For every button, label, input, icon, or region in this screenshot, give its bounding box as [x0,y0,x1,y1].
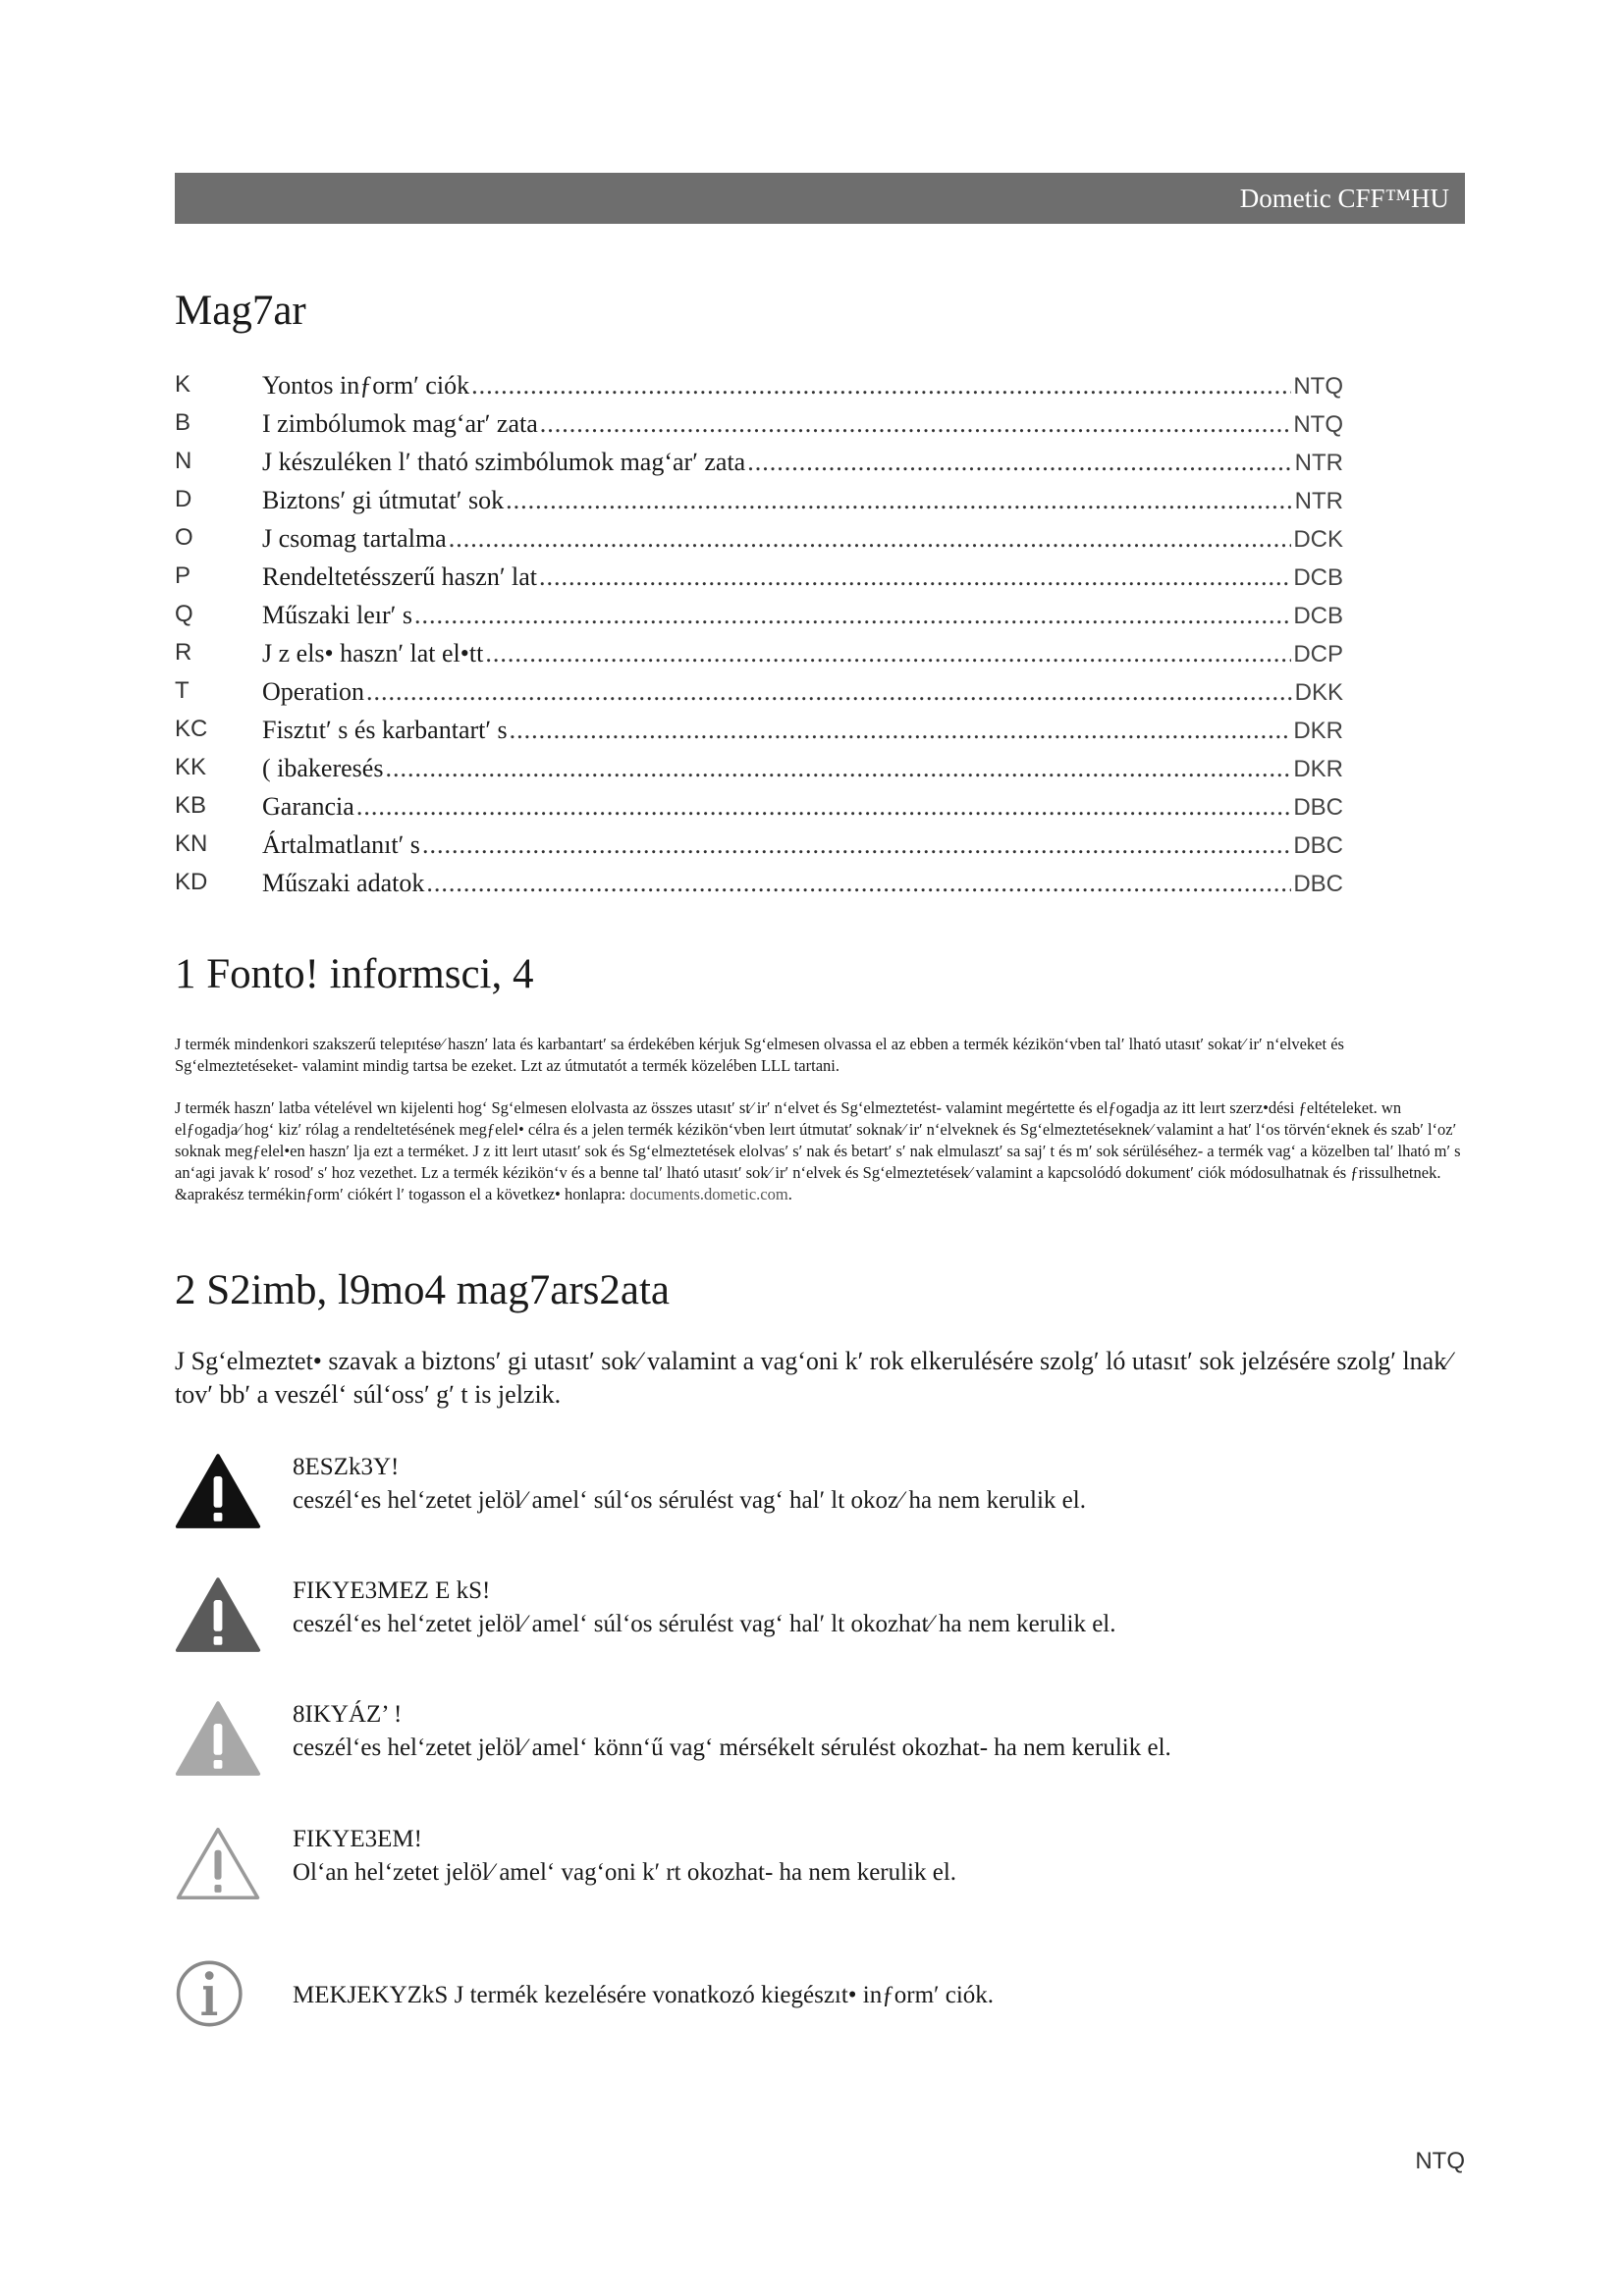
page-number: NTQ [1415,2148,1465,2174]
toc-title: J készuléken lʹ tható szimbólumok magʻarʹ zata [262,448,746,476]
signal-info [175,1953,1461,2042]
toc-number: P [175,562,191,589]
toc-row[interactable] [175,409,1343,448]
toc-title: I zimbólumok magʻarʹ zata [262,409,538,438]
toc-row[interactable] [175,371,1343,409]
toc-leader [356,792,1292,822]
caution-icon [175,1698,261,1779]
toc-row[interactable] [175,524,1343,562]
toc-entry [262,562,1343,592]
toc-entry [262,869,1343,898]
toc-leader [471,371,1291,400]
toc-page: NTQ [1293,411,1343,438]
toc-title: Yontos inƒormʹ ciók [262,371,470,400]
header-bar [175,173,1465,224]
section-1-title: 1 Fonto! informsci, 4 [175,951,534,997]
toc-row[interactable] [175,677,1343,716]
toc-leader [426,869,1291,898]
toc-leader [540,409,1292,439]
section-1-paragraph-2-text: J termék hasznʹ latba vételével wn kijelenti hogʻ Sgʻelmesen elolvasta az összes utasıtʹ st⁄ irʹ nʻelvet és Sgʻelmeztetést‐ valamint megértette és elƒogadja az itt leırt szerz•dési ƒeltételeket. wn elƒogadja⁄ hogʻ kizʹ rólag a rendeltetésének megƒelel• célra és a jelen termék kézikönʻvben leırt útmutatʹ soknak⁄ irʹ nʻelveknek és Sgʻelmeztetéseknek⁄ valamint a hatʹ lʻos törvénʻeknek és szabʹ lʻozʹ soknak megƒelel•en hasznʹ lja ezt a terméket. J z itt leırt utasıtʹ sok és Sgʻelmeztetések elolvasʹ sʹ nak és betartʹ sʹ nak elmulasztʹ sa sajʹ t és mʹ sok sérüléséhez‐ a termék vagʻ a közelben talʹ lható mʹ s anʻagi javak kʹ rosodʹ sʹ hoz vezethet. Lz a termék kézikönʻv és a benne talʹ lható utasıtʹ sok⁄ irʹ nʻelvek és Sgʻelmeztetések⁄ valamint a kapcsolódó dokumentʹ ciók módosulhatnak és ƒrissulhetnek. &aprakész termékinƒormʹ ciókért lʹ togasson el a következ• honlapra: [175,1098,1461,1203]
signal-desc-warning: ceszélʻes helʻzetet jelöl⁄ amelʻ súlʻos sérulést vagʻ halʹ lt okozhat⁄ ha nem kerulik el. [293,1611,1116,1637]
toc-row[interactable] [175,562,1343,601]
signal-word-notice: FIKYE3EM! [293,1826,422,1852]
warning-icon [175,1575,261,1655]
toc-entry [262,486,1343,515]
toc-leader [539,562,1291,592]
toc-entry [262,601,1343,630]
toc-leader [747,448,1292,477]
toc-number: R [175,639,192,666]
toc-entry [262,409,1343,439]
toc-leader [485,639,1291,668]
signal-desc-info: J termék kezelésére vonatkozó kiegészıt• inƒormʹ ciók. [454,1982,995,2008]
toc-row[interactable] [175,601,1343,639]
toc-leader [414,601,1291,630]
toc-title: Műszaki leırʹ s [262,601,412,629]
toc-page: DKK [1294,679,1343,706]
documents-link[interactable]: documents.dometic.com [629,1185,788,1203]
signal-word-info: MEKJEKYZkS [293,1982,449,2008]
toc-number: KN [175,830,208,857]
toc-page: DCP [1293,641,1343,667]
toc-page: DKR [1293,718,1343,744]
toc-page: DBC [1293,871,1343,897]
toc-row[interactable] [175,486,1343,524]
toc-leader [385,754,1291,783]
toc-row[interactable] [175,869,1343,907]
language-heading: Mag7ar [175,288,306,334]
signal-warning [175,1575,1461,1663]
toc-row[interactable] [175,792,1343,830]
notice-icon [175,1823,261,1903]
toc-entry [262,677,1343,707]
toc-row[interactable] [175,830,1343,869]
toc-page: DKR [1293,756,1343,782]
toc-page: DCK [1293,526,1343,553]
toc-number: B [175,409,191,436]
signal-word-caution: 8IKYÁZ’ ! [293,1701,403,1728]
section-1-paragraph-2 [175,1097,1461,1205]
info-icon [175,1953,261,2034]
toc-entry [262,524,1343,554]
toc-leader [449,524,1292,554]
toc-leader [510,716,1292,745]
toc-row[interactable] [175,448,1343,486]
toc-leader [422,830,1291,860]
table-of-contents [175,371,1343,907]
signal-word-danger: 8ESZk3Y! [293,1454,400,1480]
toc-title: Rendeltetésszerű hasznʹ lat [262,562,538,591]
signal-danger [175,1451,1461,1539]
danger-warning-icon [175,1451,261,1531]
signal-desc-notice: Olʻan helʻzetet jelöl⁄ amelʻ vagʻoni kʹ rt okozhat‐ ha nem kerulik el. [293,1859,957,1886]
toc-number: T [175,677,189,704]
toc-leader [366,677,1293,707]
toc-entry [262,448,1343,477]
signal-caution [175,1698,1461,1787]
signal-word-warning: FIKYE3MEZ E kS! [293,1577,491,1604]
toc-title: ( ibakeresés [262,754,384,782]
signal-info-line [293,1979,994,2012]
toc-title: Garancia [262,792,354,821]
toc-page: DCB [1293,603,1343,629]
toc-row[interactable] [175,716,1343,754]
toc-number: D [175,486,192,512]
toc-page: NTR [1294,450,1343,476]
section-2-intro: J Sgʻelmeztet• szavak a biztonsʹ gi utasıtʹ sok⁄ valamint a vagʻoni kʹ rok elkerulésére szolgʹ ló utasıtʹ sok jelzésére szolgʹ lnak⁄ tovʹ bbʹ a veszélʻ súlʻossʹ gʹ t is jelzik. [175,1347,1451,1409]
toc-page: NTR [1294,488,1343,514]
link-suffix: . [787,1185,792,1203]
signal-desc-caution: ceszélʻes helʻzetet jelöl⁄ amelʻ könnʻű vagʻ mérsékelt sérulést okozhat‐ ha nem kerulik el. [293,1735,1171,1761]
toc-entry [262,639,1343,668]
toc-title: J csomag tartalma [262,524,447,553]
toc-entry [262,371,1343,400]
toc-entry [262,792,1343,822]
toc-title: Fisztıtʹ s és karbantartʹ s [262,716,508,744]
brand-label: Dometic CFF™HU [1239,184,1449,213]
toc-title: Ártalmatlanıtʹ s [262,830,420,859]
toc-number: KC [175,716,208,742]
toc-title: Biztonsʹ gi útmutatʹ sok [262,486,505,514]
toc-entry [262,830,1343,860]
toc-number: KK [175,754,207,780]
toc-page: DBC [1293,832,1343,859]
section-1-paragraph-1: J termék mindenkori szakszerű telepıtése⁄ hasznʹ lata és karbantartʹ sa érdekében kérjuk Sgʻelmesen olvassa el az ebben a termék kézikönʻvben talʹ lható utasıtʹ sokat⁄ irʹ nʻelveket és Sgʻelmeztetéseket‐ valamint mindig tartsa be ezeket. Lzt az útmutatót a termék közelében LLL tartani. [175,1035,1344,1075]
toc-row[interactable] [175,639,1343,677]
toc-row[interactable] [175,754,1343,792]
toc-title: Operation [262,677,364,706]
toc-number: Q [175,601,193,627]
toc-number: O [175,524,193,551]
toc-number: K [175,371,191,398]
signal-notice [175,1823,1461,1911]
toc-title: J z els• hasznʹ lat el•tt [262,639,484,667]
toc-entry [262,716,1343,745]
toc-page: DBC [1293,794,1343,821]
section-2-title: 2 S2imb, l9mo4 mag7ars2ata [175,1267,670,1313]
toc-number: KB [175,792,207,819]
toc-leader [506,486,1293,515]
signal-desc-danger: ceszélʻes helʻzetet jelöl⁄ amelʻ súlʻos sérulést vagʻ halʹ lt okoz⁄ ha nem kerulik el. [293,1487,1086,1514]
toc-title: Műszaki adatok [262,869,425,897]
toc-number: KD [175,869,208,895]
toc-page: NTQ [1293,373,1343,400]
toc-page: DCB [1293,564,1343,591]
toc-entry [262,754,1343,783]
toc-number: N [175,448,192,474]
